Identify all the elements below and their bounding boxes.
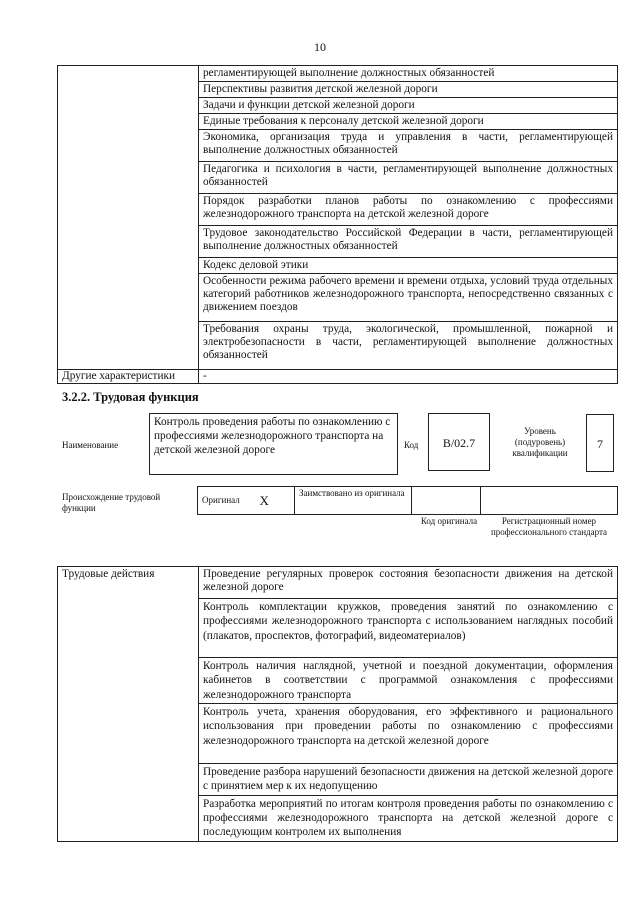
- labor-action-item: Проведение регулярных проверок состояния безопасности движения на детской железной дороге: [199, 567, 618, 599]
- knowledge-item: Особенности режима рабочего времени и времени отдыха, условий труда отдельных категорий работников железнодорожного транспорта, непосредственно связанных с движением поездов: [199, 274, 618, 322]
- knowledge-item: Перспективы развития детской железной дороги: [199, 82, 618, 98]
- origin-label: Происхождение трудовой функции: [62, 492, 161, 513]
- name-label: Наименование: [62, 440, 119, 450]
- level-label: Уровень (подуровень) квалификации: [512, 426, 568, 458]
- code-box: [428, 413, 490, 471]
- knowledge-item: Задачи и функции детской железной дороги: [199, 98, 618, 114]
- code-value: В/02.7: [442, 436, 476, 450]
- labor-action-item: Проведение разбора нарушений безопасности движения на детской железной дороге с принятием мер к их недопущению: [199, 764, 618, 796]
- knowledge-item: Трудовое законодательство Российской Федерации в части, регламентирующей выполнение должностных обязанностей: [199, 226, 618, 258]
- other-characteristics-value: -: [199, 370, 618, 384]
- other-characteristics-label: Другие характеристики: [58, 370, 199, 384]
- labor-action-item: Контроль учета, хранения оборудования, его эффективного и рационального использования при проведении работы по ознакомлению с профессиями железнодорожного транспорта на детской железной дороге: [199, 704, 618, 764]
- code-label: Код: [404, 440, 419, 450]
- labor-action-item: Контроль комплектации кружков, проведения занятий по ознакомлению с профессиями железнодорожного транспорта с использованием наглядных пособий (плакатов, проспектов, фотографий, видеоматериалов): [199, 599, 618, 658]
- reg-number-cell: [481, 487, 618, 515]
- function-name-box: [149, 413, 398, 475]
- labor-actions-label: Трудовые действия: [58, 567, 199, 842]
- original-label: Оригинал: [198, 487, 256, 515]
- reg-caption: Регистрационный номер профессионального стандарта: [490, 516, 608, 537]
- knowledge-item: Единые требования к персоналу детской железной дороги: [199, 114, 618, 130]
- section-title: 3.2.2. Трудовая функция: [62, 390, 199, 404]
- knowledge-label-cell: [58, 66, 199, 370]
- knowledge-item: Экономика, организация труда и управления в части, регламентирующей выполнение должностных обязанностей: [199, 130, 618, 162]
- labor-action-item: Контроль наличия наглядной, учетной и поездной документации, оформления кабинетов в соответствии с программой ознакомления с профессиями железнодорожного транспорта: [199, 658, 618, 704]
- knowledge-item: Порядок разработки планов работы по ознакомлению с профессиями железнодорожного транспорта на детской железной дороге: [199, 194, 618, 226]
- knowledge-item: Кодекс деловой этики: [199, 258, 618, 274]
- borrowed-label: Заимствовано из оригинала: [295, 487, 412, 515]
- knowledge-table: [57, 65, 618, 384]
- origin-table: [197, 486, 618, 515]
- knowledge-item: Требования охраны труда, экологической, промышленной, пожарной и электробезопасности в части, регламентирующей выполнение должностных обязанностей: [199, 322, 618, 370]
- labor-actions-table: [57, 566, 618, 842]
- labor-action-item: Разработка мероприятий по итогам контроля проведения работы по ознакомлению с профессиями железнодорожного транспорта на детской железной дороге с последующим контролем их выполнения: [199, 795, 618, 841]
- level-value: 7: [597, 437, 603, 451]
- original-mark: Х: [256, 487, 295, 515]
- function-name-value: Контроль проведения работы по ознакомлению с профессиями железнодорожного транспорта на детской железной дороге: [154, 416, 391, 456]
- code-caption: Код оригинала: [420, 516, 478, 526]
- page-number: 10: [314, 40, 326, 54]
- knowledge-item: Педагогика и психология в части, регламентирующей выполнение должностных обязанностей: [199, 162, 618, 194]
- level-box: [586, 414, 614, 472]
- original-code-cell: [412, 487, 481, 515]
- knowledge-item: регламентирующей выполнение должностных обязанностей: [199, 66, 618, 82]
